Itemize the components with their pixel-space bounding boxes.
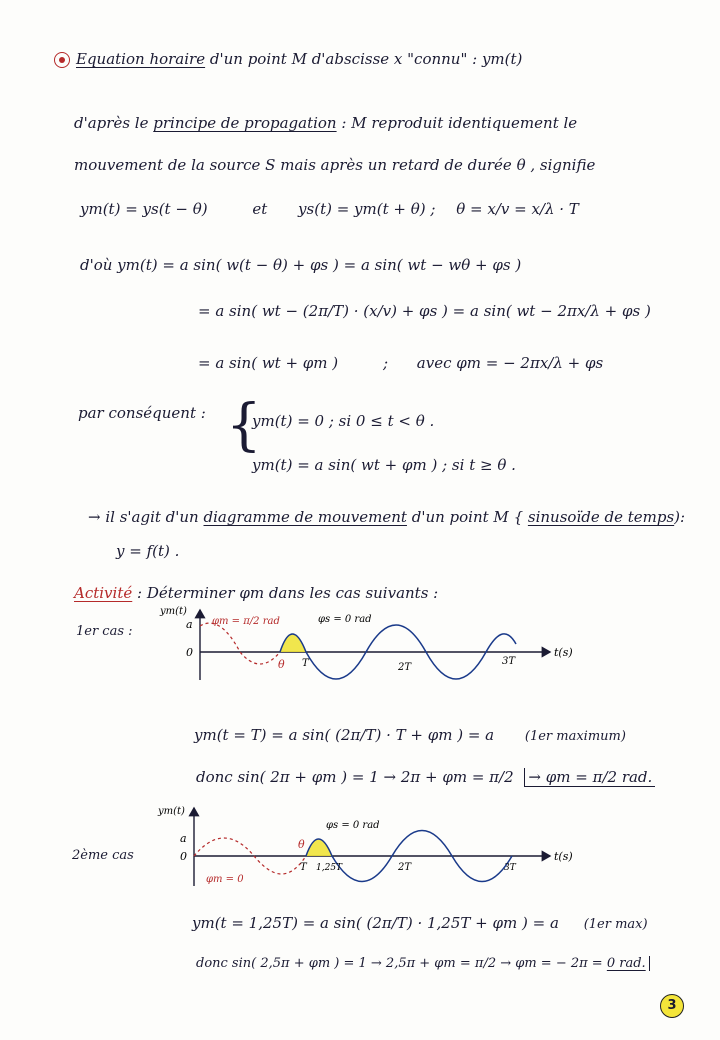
section-heading	[76, 50, 522, 68]
case1-graph	[150, 604, 590, 684]
section-bullet-icon	[54, 52, 70, 68]
case2-phis-note: φs = 0 rad	[326, 820, 380, 831]
case1-eq1	[194, 726, 626, 744]
case1-zero-label: 0	[186, 646, 193, 659]
case2-eq1-note: (1er max)	[583, 917, 648, 932]
case1-eq1-text: ym(t = T) = a sin( (2π/T) · T + φm ) = a	[194, 726, 495, 744]
activity-label: Activité	[74, 584, 133, 602]
arrow-sinusoid: sinusoïde de temps	[527, 508, 675, 526]
consequence-label: par conséquent :	[78, 404, 206, 422]
case2-eq1-text: ym(t = 1,25T) = a sin( (2π/T) · 1,25T + φm ) = a	[192, 914, 559, 932]
case2-label: 2ème cas	[72, 848, 134, 863]
line3-b: et	[252, 200, 268, 218]
case2-eq1	[192, 914, 648, 932]
case1-label: 1er cas :	[76, 624, 133, 639]
activity-line	[74, 584, 438, 602]
arrow-a: → il s'agit d'un	[88, 508, 199, 526]
case2-a-label: a	[180, 832, 187, 845]
case2-3t-label: 3T	[504, 863, 516, 873]
line1-c: : M reproduit identiquement le	[341, 114, 578, 132]
case1-eq2-text: donc sin( 2π + φm ) = 1 → 2π + φm = π/2	[196, 768, 514, 786]
case2-y-label: ym(t)	[158, 806, 185, 817]
case1-a-label: a	[186, 618, 193, 631]
y-function: y = f(t) .	[116, 542, 180, 560]
case1-result: → φm = π/2 rad.	[524, 768, 655, 787]
line6-b: ;	[382, 354, 388, 372]
text-line-3	[80, 200, 579, 218]
text-line-4: d'où ym(t) = a sin( w(t − θ) + φs ) = a sin( wt − wθ + φs )	[80, 256, 522, 274]
case2-t-label: T	[300, 862, 307, 873]
brace-icon: {	[226, 393, 262, 458]
text-line-6	[198, 354, 603, 372]
line1-principle: principe de propagation	[153, 114, 337, 132]
case2-graph	[150, 800, 590, 890]
case1-t-label: T	[302, 658, 309, 669]
case1-eq1-note: (1er maximum)	[524, 729, 626, 744]
case2-theta-label: θ	[298, 838, 305, 851]
section-title: Equation horaire	[76, 50, 206, 68]
consequence-case-2: ym(t) = a sin( wt + φm ) ; si t ≥ θ .	[252, 456, 516, 474]
case2-x-label: t(s)	[554, 850, 573, 863]
case1-eq2	[196, 768, 655, 786]
line3-d: θ = x/v = x/λ · T	[456, 200, 579, 218]
case1-y-label: ym(t)	[160, 606, 187, 617]
line3-c: ys(t) = ym(t + θ) ;	[298, 200, 436, 218]
case2-2t-label: 2T	[398, 862, 412, 873]
text-line-2: mouvement de la source S mais après un retard de durée θ , signifie	[74, 156, 596, 174]
case2-result: 0 rad.	[607, 956, 650, 971]
activity-text: : Déterminer φm dans les cas suivants :	[137, 584, 439, 602]
arrow-e: ):	[674, 508, 686, 526]
case1-2t-label: 2T	[398, 662, 412, 673]
page-number: 3	[660, 994, 684, 1018]
consequence-case-1: ym(t) = 0 ; si 0 ≤ t < θ .	[252, 412, 435, 430]
case1-phis-note: φs = 0 rad	[318, 614, 372, 625]
arrow-diagram: diagramme de mouvement	[203, 508, 407, 526]
text-line-5: = a sin( wt − (2π/T) · (x/v) + φs ) = a sin( wt − 2πx/λ + φs )	[198, 302, 651, 320]
line1-a: d'après le	[74, 114, 149, 132]
case1-phim-note: φm = π/2 rad	[212, 616, 280, 627]
case1-3t-label: 3T	[502, 656, 516, 667]
case2-eq2-text: donc sin( 2,5π + φm ) = 1 → 2,5π + φm = π/2 → φm = − 2π =	[196, 956, 603, 971]
line6-c: avec φm = − 2πx/λ + φs	[416, 354, 604, 372]
case1-dashed-wave	[200, 623, 280, 664]
text-line-1	[74, 114, 577, 132]
line6-a: = a sin( wt + φm )	[198, 354, 339, 372]
case2-phim-note: φm = 0	[206, 874, 244, 885]
case1-theta-label: θ	[278, 658, 285, 671]
arrow-line	[88, 508, 685, 526]
case2-125t-label: 1,25T	[316, 863, 343, 873]
case2-zero-label: 0	[180, 850, 187, 863]
case1-x-label: t(s)	[554, 646, 573, 659]
line3-a: ym(t) = ys(t − θ)	[80, 200, 208, 218]
arrow-c: d'un point M {	[411, 508, 524, 526]
section-title-rest: d'un point M d'abscisse x "connu" : ym(t)	[209, 50, 523, 68]
case2-eq2	[196, 956, 650, 971]
